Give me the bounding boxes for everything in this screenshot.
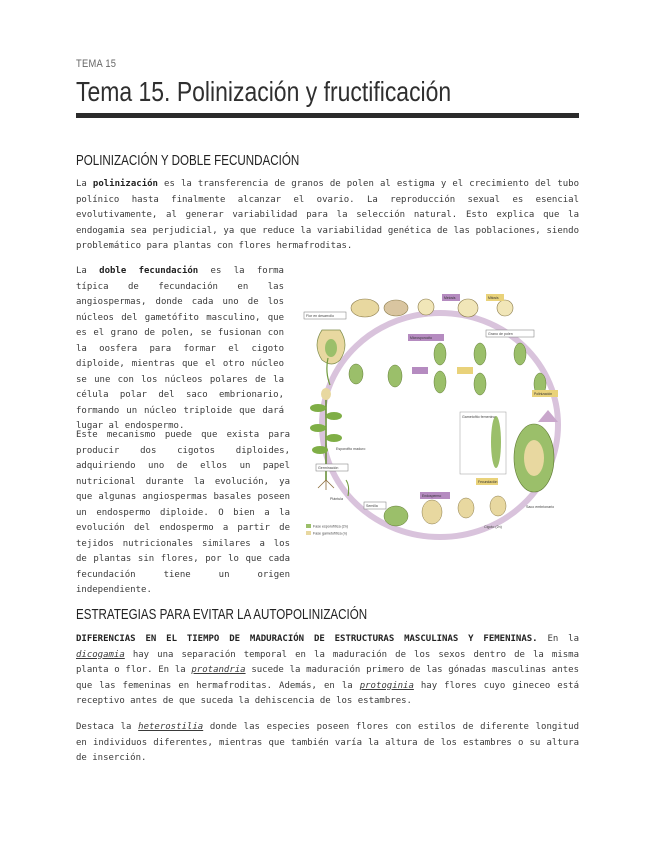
- paragraph-dicogamia: DIFERENCIAS EN EL TIEMPO DE MADURACIÓN DE ESTRUCTURAS MASCULINAS Y FEMENINAS. En la dicogamia hay una separación temporal en la maduración de los sexos dentro de la misma planta o flor. En la protandria sucede la maduración primero de las gónadas masculinas antes que las femeninas en hermafroditas. Además, en la protoginia hay flores cuyo gineceo está receptivo antes de que suceda la dehiscencia de los estambres.: [76, 634, 579, 706]
- term-polinizacion: polinización: [92, 179, 158, 189]
- paragraph-heterostilia: Destaca la heterostilia donde las especies poseen flores con estilos de diferente longitud en individuos diferentes, mientras que también varía la altura de los estambres o su altura de inserción.: [76, 722, 579, 763]
- chapter-tag: TEMA 15: [76, 58, 117, 70]
- label-fecundacion: Fecundación: [478, 480, 498, 484]
- label-semilla: Semilla: [366, 504, 378, 508]
- label-flor: Flor en desarrollo: [306, 314, 334, 318]
- label-plantula: Plántula: [330, 497, 343, 501]
- ovule-series: [349, 343, 546, 395]
- label-germinacion: Germinación: [318, 466, 339, 470]
- legend-gametofitica: Fase gametofítica (n): [313, 531, 347, 536]
- term-dicogamia: dicogamia: [76, 649, 125, 660]
- label-meiosis: Meiosis: [444, 296, 456, 300]
- label-microsporocito: Microsporocito: [410, 336, 433, 340]
- label-mitosis: Mitosis: [488, 296, 499, 300]
- section-heading-autopolinizacion: ESTRATEGIAS PARA EVITAR LA AUTOPOLINIZACIÓN: [76, 607, 368, 623]
- life-cycle-diagram: [300, 290, 572, 558]
- section-heading-polinizacion: POLINIZACIÓN Y DOBLE FECUNDACIÓN: [76, 153, 300, 169]
- term-doble-fecundacion: doble fecundación: [99, 266, 199, 276]
- label-endospermo: Endospermo: [422, 494, 442, 498]
- label-saco: Saco embrionario: [526, 505, 555, 509]
- label-cigoto: Cigoto (2n): [484, 525, 502, 529]
- term-protoginia: protoginia: [359, 680, 414, 691]
- subheading-tiempo-maduracion: DIFERENCIAS EN EL TIEMPO DE MADURACIÓN DE ESTRUCTURAS MASCULINAS Y FEMENINAS.: [76, 634, 538, 644]
- legend-esporofitica: Fase esporofítica (2n): [313, 524, 348, 529]
- term-heterostilia: heterostilia: [138, 722, 204, 732]
- label-polinizacion: Polinización: [534, 392, 553, 396]
- label-gametofito: Gametofito femenino: [462, 415, 496, 419]
- paragraph-doble-fecundacion: La doble fecundación es la forma típica de fecundación en las angiospermas, donde cada uno de los núcleos del gametófito masculino, que es el grano de polen, se fusionan con la oosfera para formar el cigoto diploide, mientras que el otro núcleo se une con los núcleos polares de la célula polar del saco embrionario, formando un núcleo triploide que dará lugar al endospermo.: [76, 266, 284, 431]
- page-title: Tema 15. Polinización y fructificación: [76, 76, 452, 107]
- paragraph-polinizacion: La polinización es la transferencia de granos de polen al estigma y el crecimiento del tubo polínico hasta finalmente alcanzar el ovario. La reproducción sexual es esencial evolutivamente, al generar variabilidad para la selección natural. Esto explica que la endogamia sea perjudicial, ya que reduce la variabilidad genética de las poblaciones, siendo problemático para plantas con flores hermafroditas.: [76, 179, 579, 251]
- legend-swatch-gametophyte: [306, 531, 311, 535]
- term-protandria: protandria: [191, 665, 246, 675]
- label-esporofito: Esporofito maduro: [336, 447, 366, 451]
- title-rule: [76, 113, 579, 118]
- paragraph-mecanismo: Este mecanismo puede que exista para producir dos cigotos diploides, adquiriendo uno de ellos un papel nutricional durante la evolución, ya que algunas angiospermas basales poseen un endospermo diploide. O bien a la evolución del endospermo a partir de tejidos nutricionales similares a los de plantas sin flores, por lo que cada fecundación tiene un origen independiente.: [76, 430, 290, 595]
- life-cycle-figure: [300, 290, 572, 558]
- label-polen: Grano de polen: [488, 332, 513, 336]
- legend-swatch-sporophyte: [306, 524, 311, 528]
